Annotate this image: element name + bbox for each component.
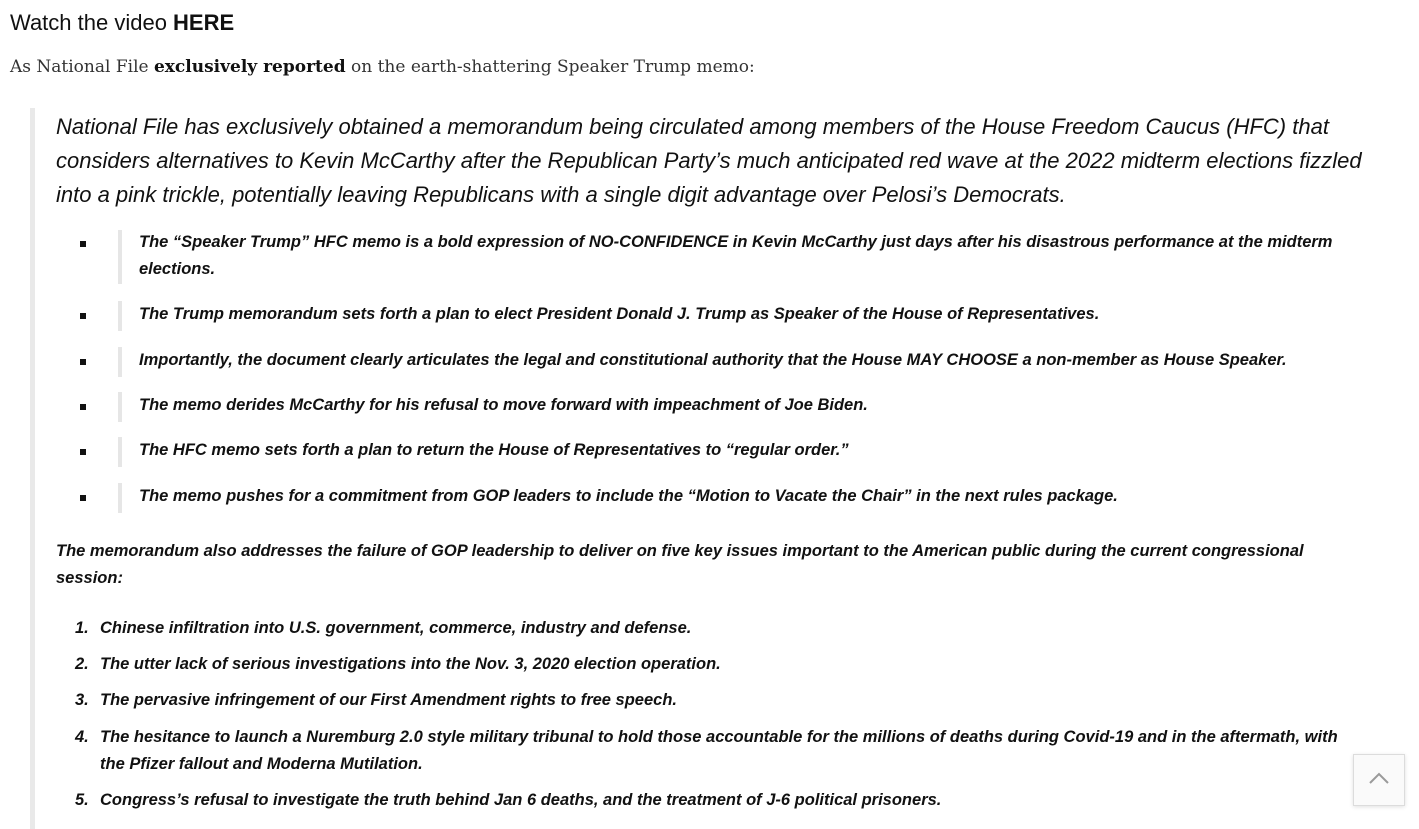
list-item — [75, 687, 1365, 714]
list-item-number: 2. — [75, 655, 89, 673]
memo-blockquote — [30, 108, 1375, 829]
bullet-square-icon — [80, 495, 86, 501]
bullet-text: The HFC memo sets forth a plan to return the House of Representatives to “regular order.” — [139, 441, 849, 459]
list-item-text: The hesitance to launch a Nuremburg 2.0 style military tribunal to hold those accountable for the millions of deaths during Covid-19 and in the aftermath, with the Pfizer fallout and Moderna Mutilation. — [100, 728, 1338, 773]
list-item-number: 4. — [75, 728, 89, 746]
scroll-to-top-button[interactable] — [1353, 754, 1405, 806]
watch-video-link[interactable]: HERE — [173, 10, 235, 35]
nested-quote-bar — [118, 392, 122, 422]
memo-lead-paragraph: National File has exclusively obtained a memorandum being circulated among members of the House Freedom Caucus (HFC) that considers alternatives to Kevin McCarthy after the Republican Party’s much anticipated red wave at the 2022 midterm elections fizzled into a pink trickle, potentially leaving Republicans with a single digit advantage over Pelosi’s Democrats. — [56, 114, 1362, 207]
list-item-text: The utter lack of serious investigations into the Nov. 3, 2020 election operation. — [100, 655, 721, 673]
bullet-text: The memo pushes for a commitment from GOP leaders to include the “Motion to Vacate the Chair” in the next rules package. — [139, 487, 1118, 505]
nested-quote-bar — [118, 437, 122, 467]
bullet-square-icon — [80, 359, 86, 365]
intro-text-after: on the earth-shattering Speaker Trump memo: — [345, 57, 755, 77]
bullet-square-icon — [80, 449, 86, 455]
list-item — [75, 787, 1365, 814]
list-item — [75, 615, 1365, 642]
list-item — [35, 300, 1375, 332]
list-item-text: Congress’s refusal to investigate the truth behind Jan 6 deaths, and the treatment of J-6 political prisoners. — [100, 791, 942, 809]
nested-quote-bar — [118, 301, 122, 331]
watch-video-text: Watch the video — [10, 10, 174, 35]
list-item-number: 1. — [75, 619, 89, 637]
intro-text-before: As National File — [10, 57, 154, 77]
list-item — [35, 346, 1375, 378]
list-item — [35, 436, 1375, 468]
list-item — [35, 228, 1375, 288]
nested-quote-bar — [118, 230, 122, 284]
nested-quote-bar — [118, 347, 122, 377]
bullet-text: The Trump memorandum sets forth a plan to elect President Donald J. Trump as Speaker of the House of Representatives. — [139, 305, 1100, 323]
list-item — [35, 482, 1375, 514]
list-item-number: 3. — [75, 691, 89, 709]
intro-bold-text: exclusively reported — [153, 57, 346, 77]
bullet-text: The memo derides McCarthy for his refusal to move forward with impeachment of Joe Biden. — [139, 396, 868, 414]
bullet-text: Importantly, the document clearly articulates the legal and constitutional authority that the House MAY CHOOSE a non-member as House Speaker. — [139, 351, 1287, 369]
bullet-text: The “Speaker Trump” HFC memo is a bold expression of NO-CONFIDENCE in Kevin McCarthy just days after his disastrous performance at the midterm elections. — [139, 233, 1333, 278]
nested-quote-bar — [118, 483, 122, 513]
list-item-number: 5. — [75, 791, 89, 809]
list-item-text: The pervasive infringement of our First Amendment rights to free speech. — [100, 691, 678, 709]
chevron-up-icon — [1368, 771, 1390, 785]
intro-paragraph — [10, 53, 755, 81]
memo-issues-intro: The memorandum also addresses the failure of GOP leadership to deliver on five key issues important to the American public during the current congressional session: — [56, 542, 1304, 587]
list-item — [75, 724, 1365, 778]
bullet-square-icon — [80, 241, 86, 247]
watch-video-line — [10, 8, 234, 38]
bullet-square-icon — [80, 404, 86, 410]
list-item-text: Chinese infiltration into U.S. government, commerce, industry and defense. — [100, 619, 692, 637]
list-item — [75, 651, 1365, 678]
bullet-square-icon — [80, 313, 86, 319]
list-item — [35, 391, 1375, 423]
